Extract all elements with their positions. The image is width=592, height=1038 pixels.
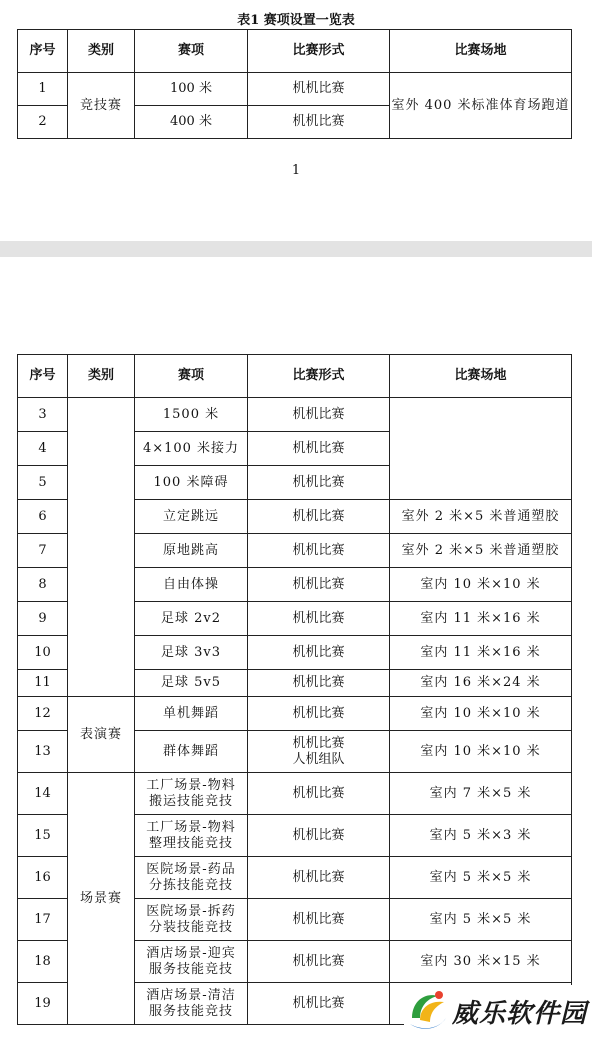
event-line-2: 服务技能竞技 <box>148 1003 233 1019</box>
event-line-1: 酒店场景-迎宾 <box>146 945 236 961</box>
header-venue: 比赛场地 <box>390 30 572 73</box>
cell-category-competition-cont <box>68 398 135 697</box>
table-row <box>18 73 572 106</box>
cell-no: 12 <box>18 697 68 731</box>
event-line-1: 工厂场景-物料 <box>146 777 236 793</box>
event-line-2: 分拣技能竞技 <box>148 877 233 893</box>
cell-venue: 室内 10 米×10 米 <box>390 568 572 602</box>
cell-venue: 室外 2 米×5 米普通塑胶 <box>390 534 572 568</box>
cell-format: 机机比赛 <box>248 983 390 1025</box>
header-event: 赛项 <box>135 30 248 73</box>
header-category: 类别 <box>68 355 135 398</box>
cell-no: 13 <box>18 731 68 773</box>
cell-event: 原地跳高 <box>135 534 248 568</box>
cell-venue: 室内 30 米×15 米 <box>390 941 572 983</box>
cell-venue: 室内 5 米×5 米 <box>390 899 572 941</box>
cell-venue: 室内 16 米×24 米 <box>390 670 572 697</box>
header-venue: 比赛场地 <box>390 355 572 398</box>
cell-event: 足球 3v3 <box>135 636 248 670</box>
cell-no: 7 <box>18 534 68 568</box>
cell-format: 机机比赛 <box>248 466 390 500</box>
cell-format: 机机比赛 <box>248 432 390 466</box>
cell-no: 18 <box>18 941 68 983</box>
header-no: 序号 <box>18 30 68 73</box>
cell-event: 足球 5v5 <box>135 670 248 697</box>
header-event: 赛项 <box>135 355 248 398</box>
cell-event <box>135 941 248 983</box>
cell-category-competition: 竞技赛 <box>68 73 135 139</box>
cell-format: 机机比赛 <box>248 773 390 815</box>
cell-venue-stadium: 室外 400 米标准体育场跑道 <box>390 73 572 139</box>
cell-format: 机机比赛 <box>248 815 390 857</box>
cell-no: 8 <box>18 568 68 602</box>
table-title: 表1 赛项设置一览表 <box>237 13 355 28</box>
event-table-part-2 <box>17 354 572 1025</box>
format-line-1: 机机比赛 <box>292 735 345 751</box>
page-separator <box>0 241 592 257</box>
cell-no: 17 <box>18 899 68 941</box>
cell-format: 机机比赛 <box>248 106 390 139</box>
header-category: 类别 <box>68 30 135 73</box>
cell-format: 机机比赛 <box>248 500 390 534</box>
cell-event: 足球 2v2 <box>135 602 248 636</box>
format-line-2: 人机组队 <box>292 751 345 767</box>
cell-format: 机机比赛 <box>248 697 390 731</box>
cell-venue: 室内 10 米×10 米 <box>390 697 572 731</box>
event-line-1: 酒店场景-清洁 <box>146 987 236 1003</box>
cell-event: 自由体操 <box>135 568 248 602</box>
cell-event: 立定跳远 <box>135 500 248 534</box>
cell-event: 400 米 <box>135 106 248 139</box>
watermark-logo-icon <box>406 988 450 1034</box>
cell-no: 15 <box>18 815 68 857</box>
cell-no: 2 <box>18 106 68 139</box>
event-line-2: 分装技能竞技 <box>148 919 233 935</box>
header-no: 序号 <box>18 355 68 398</box>
event-line-2: 搬运技能竞技 <box>148 793 233 809</box>
cell-no: 14 <box>18 773 68 815</box>
event-table-part-1 <box>17 29 572 139</box>
cell-event <box>135 773 248 815</box>
cell-event: 100 米障碍 <box>135 466 248 500</box>
cell-event: 群体舞蹈 <box>135 731 248 773</box>
cell-no: 1 <box>18 73 68 106</box>
table-header-row <box>18 30 572 73</box>
cell-format: 机机比赛 <box>248 534 390 568</box>
cell-event: 单机舞蹈 <box>135 697 248 731</box>
cell-format: 机机比赛 <box>248 857 390 899</box>
event-line-1: 医院场景-拆药 <box>146 903 236 919</box>
cell-venue: 室内 10 米×10 米 <box>390 731 572 773</box>
cell-format: 机机比赛 <box>248 398 390 432</box>
cell-no: 6 <box>18 500 68 534</box>
cell-event <box>135 983 248 1025</box>
cell-venue: 室内 5 米×5 米 <box>390 857 572 899</box>
cell-no: 5 <box>18 466 68 500</box>
cell-no: 10 <box>18 636 68 670</box>
event-line-1: 医院场景-药品 <box>146 861 236 877</box>
cell-no: 11 <box>18 670 68 697</box>
header-format: 比赛形式 <box>248 355 390 398</box>
cell-venue: 室内 7 米×5 米 <box>390 773 572 815</box>
cell-venue: 室内 11 米×16 米 <box>390 636 572 670</box>
cell-format: 机机比赛 <box>248 899 390 941</box>
cell-format <box>248 731 390 773</box>
cell-venue-merged <box>390 398 572 500</box>
table-row <box>18 697 572 731</box>
page-number: 1 <box>291 163 301 178</box>
cell-format: 机机比赛 <box>248 568 390 602</box>
cell-event: 100 米 <box>135 73 248 106</box>
table-row <box>18 773 572 815</box>
cell-no: 4 <box>18 432 68 466</box>
cell-event <box>135 857 248 899</box>
watermark <box>404 985 592 1037</box>
cell-no: 3 <box>18 398 68 432</box>
document-page-1 <box>0 0 592 240</box>
cell-format: 机机比赛 <box>248 670 390 697</box>
table-header-row <box>18 355 572 398</box>
event-line-2: 整理技能竞技 <box>148 835 233 851</box>
cell-no: 19 <box>18 983 68 1025</box>
event-line-1: 工厂场景-物料 <box>146 819 236 835</box>
cell-venue: 室外 2 米×5 米普通塑胶 <box>390 500 572 534</box>
cell-venue: 室内 11 米×16 米 <box>390 602 572 636</box>
cell-event: 4×100 米接力 <box>135 432 248 466</box>
cell-format: 机机比赛 <box>248 73 390 106</box>
cell-event <box>135 815 248 857</box>
cell-no: 16 <box>18 857 68 899</box>
cell-format: 机机比赛 <box>248 602 390 636</box>
event-line-2: 服务技能竞技 <box>148 961 233 977</box>
cell-category-scene: 场景赛 <box>68 773 135 1025</box>
header-format: 比赛形式 <box>248 30 390 73</box>
cell-venue: 室内 5 米×3 米 <box>390 815 572 857</box>
cell-category-performance: 表演赛 <box>68 697 135 773</box>
cell-format: 机机比赛 <box>248 636 390 670</box>
cell-format: 机机比赛 <box>248 941 390 983</box>
cell-no: 9 <box>18 602 68 636</box>
cell-event: 1500 米 <box>135 398 248 432</box>
watermark-text: 威乐软件园 <box>452 999 588 1029</box>
cell-event <box>135 899 248 941</box>
table-row <box>18 398 572 432</box>
